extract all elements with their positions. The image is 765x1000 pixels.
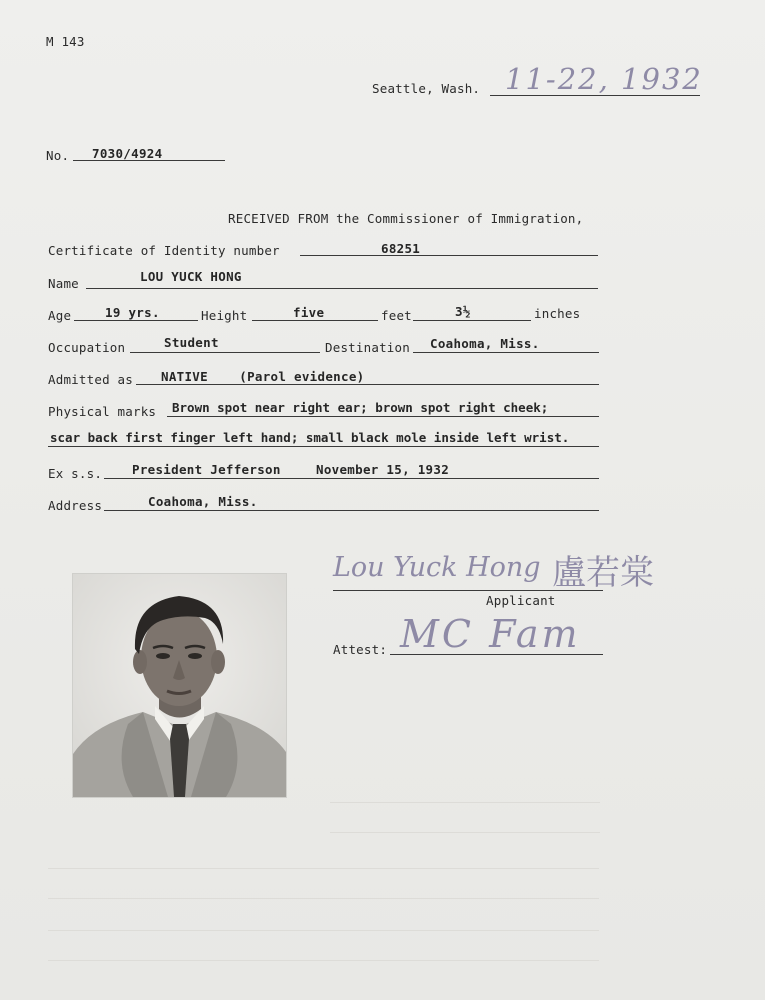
marks-label: Physical marks [48,404,157,419]
applicant-label: Applicant [486,593,556,608]
attest-signature: MC Fam [400,612,581,656]
applicant-photo [72,573,287,798]
ex-underline [104,478,599,479]
marks-underline-1 [167,416,599,417]
ex-label: Ex s.s. [48,466,103,481]
address-value: Coahoma, Miss. [148,494,258,509]
admitted-label: Admitted as [48,372,133,387]
applicant-chinese-signature: 盧若棠 [552,553,654,593]
height-label: Height [201,308,248,323]
occupation-label: Occupation [48,340,126,355]
bleed-line [330,802,600,803]
applicant-signature: Lou Yuck Hong [333,552,541,583]
height-inches-underline [413,320,531,321]
occupation-underline [130,352,320,353]
destination-label: Destination [325,340,410,355]
admitted-value: NATIVE (Parol evidence) [161,369,365,384]
portrait-image [73,574,286,797]
ex-date: November 15, 1932 [316,462,450,477]
cert-label: Certificate of Identity number [48,243,280,258]
height-feet-value: five [293,305,325,320]
admitted-underline [136,384,599,385]
place-label: Seattle, Wash. [372,81,481,96]
applicant-underline [333,590,603,591]
address-underline [104,510,599,511]
occupation-value: Student [164,335,219,350]
no-value: 7030/4924 [92,146,163,161]
no-label: No. [46,148,70,163]
bleed-line [48,868,599,869]
name-label: Name [48,276,79,291]
form-code: M 143 [46,34,85,49]
inches-label: inches [534,306,581,321]
bleed-line [330,832,600,833]
bleed-line [48,960,599,961]
marks-underline-2 [48,446,599,447]
cert-value: 68251 [381,241,421,256]
feet-label: feet [381,308,412,323]
ex-ship: President Jefferson [132,462,281,477]
name-underline [86,288,598,289]
cert-underline [300,255,598,256]
date-handwritten: 11-22, 1932 [505,62,703,96]
bleed-line [48,930,599,931]
age-value: 19 yrs. [105,305,160,320]
name-value: LOU YUCK HONG [140,269,242,284]
received-text: RECEIVED FROM the Commissioner of Immigration, [228,211,584,226]
bleed-line [48,898,599,899]
marks-value-line2: scar back first finger left hand; small black mole inside left wrist. [50,430,570,445]
attest-label: Attest: [333,642,388,657]
marks-value-line1: Brown spot near right ear; brown spot right cheek; [172,400,549,415]
age-label: Age [48,308,72,323]
destination-value: Coahoma, Miss. [430,336,540,351]
address-label: Address [48,498,103,513]
age-underline [74,320,198,321]
height-feet-underline [252,320,378,321]
height-inches-value: 3½ [455,304,471,319]
destination-underline [413,352,599,353]
